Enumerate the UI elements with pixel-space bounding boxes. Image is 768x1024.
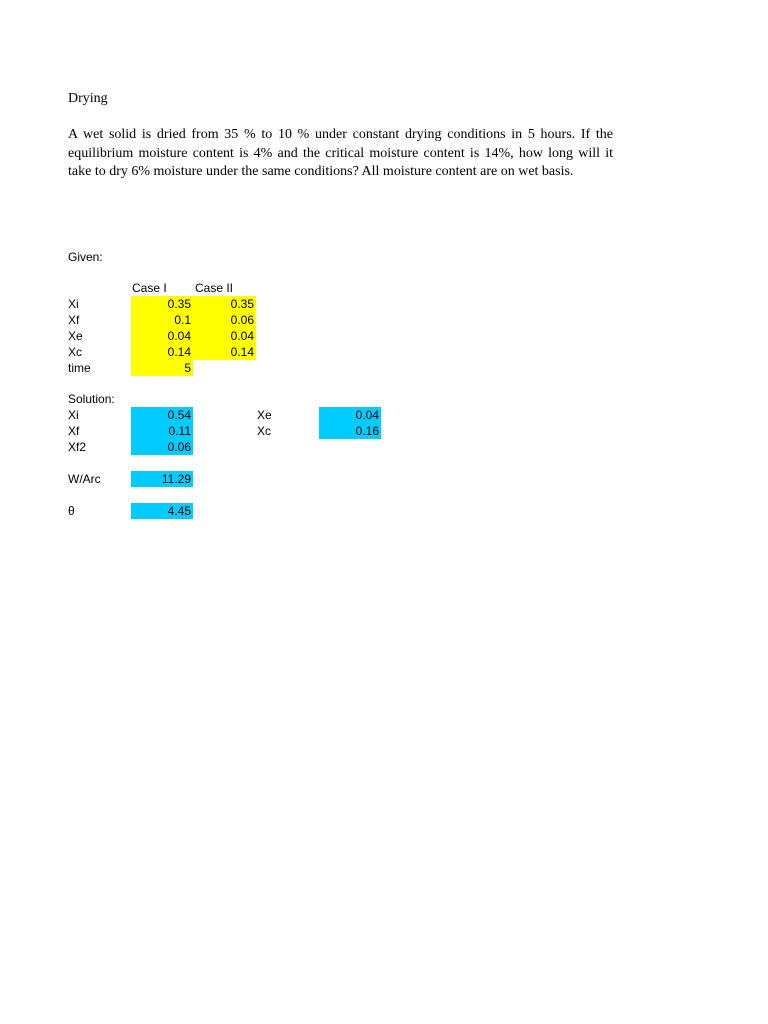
document-title: Drying — [68, 91, 108, 106]
given-case2-cell[interactable]: 0.04 — [193, 328, 256, 344]
given-case1-cell[interactable]: 0.35 — [131, 296, 193, 312]
problem-statement: A wet solid is dried from 35 % to 10 % under constant drying conditions in 5 hours. If the equilibrium moisture content is 4% and the critical moisture content is 14%, how long will it take to dry 6% moisture under the same conditions? All moisture content are on wet basis. — [68, 127, 613, 179]
side-value-cell[interactable]: 0.04 — [319, 407, 381, 423]
given-case2-cell[interactable]: 0.06 — [193, 312, 256, 328]
solution-value-cell[interactable]: 0.54 — [131, 407, 193, 423]
given-case1-cell[interactable]: 0.1 — [131, 312, 193, 328]
given-row-label: time — [68, 361, 91, 375]
given-label: Given: — [68, 250, 103, 264]
side-row-label: Xe — [257, 408, 272, 422]
solution-row-label: Xi — [68, 408, 79, 422]
given-case1-cell[interactable]: 0.04 — [131, 328, 193, 344]
header-case-1: Case I — [132, 281, 167, 295]
solution-value-cell[interactable]: 0.06 — [131, 439, 193, 455]
given-row-label: Xe — [68, 329, 83, 343]
solution-value-cell[interactable]: 0.11 — [131, 423, 193, 439]
side-value-cell[interactable]: 0.16 — [319, 423, 381, 439]
warc-value-cell[interactable]: 11.29 — [131, 471, 193, 487]
given-row-label: Xf — [68, 313, 80, 327]
given-case1-cell[interactable]: 5 — [131, 360, 193, 376]
solution-label: Solution: — [68, 392, 115, 406]
given-row-label: Xc — [68, 345, 83, 359]
given-case1-cell[interactable]: 0.14 — [131, 344, 193, 360]
solution-row-label: Xf — [68, 424, 80, 438]
warc-label: W/Arc — [68, 472, 101, 486]
theta-label: θ — [68, 504, 75, 518]
given-row-label: Xi — [68, 297, 79, 311]
theta-value-cell[interactable]: 4.45 — [131, 503, 193, 519]
given-case2-cell[interactable]: 0.35 — [193, 296, 256, 312]
header-case-2: Case II — [195, 281, 234, 295]
side-row-label: Xc — [257, 424, 272, 438]
solution-row-label: Xf2 — [68, 440, 87, 454]
given-case2-cell[interactable]: 0.14 — [193, 344, 256, 360]
